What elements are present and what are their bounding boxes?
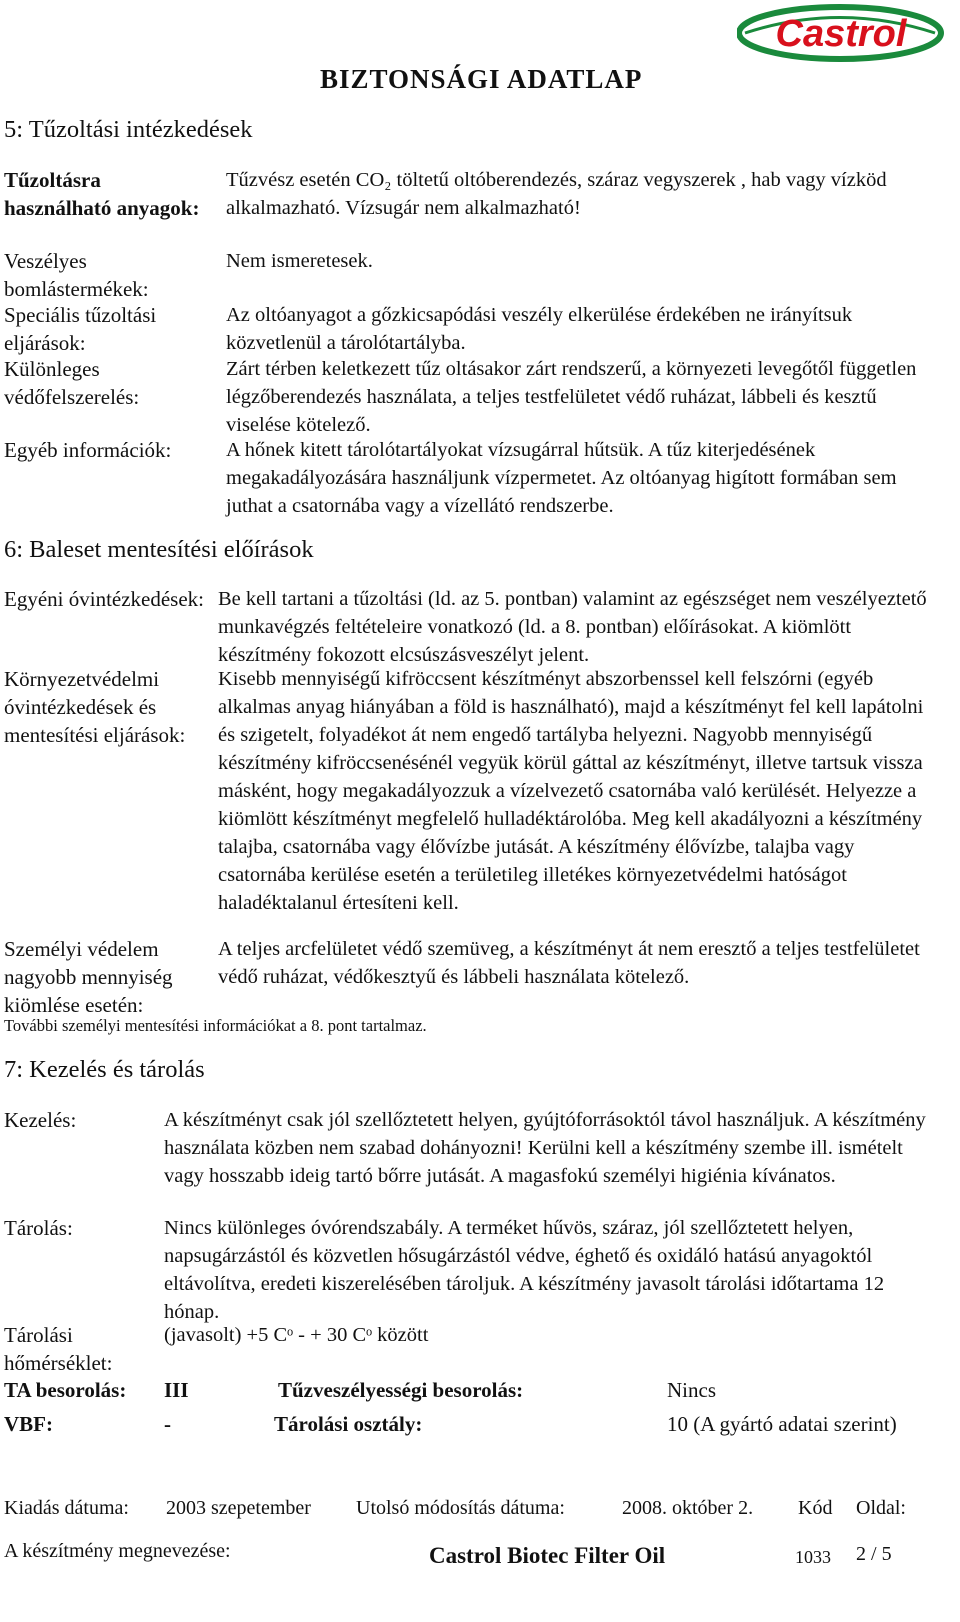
s5-text-hazardous: Nem ismeretesek.: [226, 250, 373, 272]
s6-label-environment: Környezetvédelmi óvintézkedések és mentesítési eljárások:: [4, 667, 186, 747]
document-title: BIZTONSÁGI ADATLAP: [320, 64, 643, 94]
product-name: Castrol Biotec Filter Oil: [429, 1543, 666, 1568]
ta-label: TA besorolás:: [4, 1378, 127, 1402]
issue-date-value: 2003 szepetember: [166, 1497, 311, 1519]
s7-text-temperature: (javasolt) +5 Cᵒ - + 30 Cᵒ között: [164, 1324, 429, 1346]
s7-text-storage: Nincs különleges óvórendszabály. A terméket hűvös, száraz, jól szellőztetett helyen, napsugárzástól és közvetlen hősugárzástól védve, éghető és oxidáló hatású anyagoktól eltávolítva, eredeti kiszerelésében tároljuk. A készítmény javasolt tárolási időtartama 12 hónap.: [164, 1217, 885, 1323]
section-5-heading: 5: Tűzoltási intézkedések: [4, 116, 253, 143]
s5-text-special: Az oltóanyagot a gőzkicsapódási veszély elkerülése érdekében ne irányítsuk közvetlenül a tárolótartályba.: [226, 304, 853, 354]
s5-label-special: Speciális tűzoltási eljárások:: [4, 303, 157, 355]
product-label: A készítmény megnevezése:: [4, 1540, 231, 1562]
ta-value: III: [164, 1378, 189, 1402]
s6-label-large-spill: Személyi védelem nagyobb mennyiség kiömlése esetén:: [4, 937, 173, 1017]
storage-class-value: 10 (A gyártó adatai szerint): [667, 1412, 897, 1436]
page-total: 5: [881, 1543, 892, 1565]
s5-text-other: A hőnek kitett tárolótartályokat vízsugárral hűtsük. A tűz kiterjedésének megakadályozására használjunk vízpermetet. Az oltóanyag higított formában sem juthat a csatornába vagy a vízellátó rendszerbe.: [226, 439, 897, 517]
s7-label-storage: Tárolás:: [4, 1216, 73, 1240]
s7-text-handling: A készítményt csak jól szellőztetett helyen, gyújtóforrásoktól távol használjuk. A készítmény használata közben nem szabad dohányozni! Kerülni kell a készítmény szembe ill. ismételt vagy hosszabb ideig tartó bőrre jutását. A magasfokú személyi higiénia kívánatos.: [164, 1109, 926, 1187]
code-value: 1033: [795, 1547, 831, 1567]
s5-label-equipment: Különleges védőfelszerelés:: [4, 357, 140, 409]
s5-text-extinguishing-body: Tűzvész esetén CO₂ töltetű oltóberendezés, száraz vegyszerek , hab vagy vízköd alkalmazható. Vízsugár nem alkalmazható!: [226, 169, 887, 219]
storage-class-label: Tárolási osztály:: [274, 1412, 423, 1436]
vbf-value: -: [164, 1412, 171, 1436]
s6-text-large-spill: A teljes arcfelületet védő szemüveg, a készítményt át nem eresztő a teljes testfelületet védő ruházat, védőkesztyű és lábbeli használata kötelező.: [218, 938, 920, 988]
section-6-heading: 6: Baleset mentesítési előírások: [4, 536, 314, 563]
s5-label-other: Egyéb információk:: [4, 438, 172, 462]
s5-label-hazardous: Veszélyes bomlástermékek:: [4, 249, 149, 301]
issue-date-label: Kiadás dátuma:: [4, 1497, 129, 1519]
s5-text-extinguishing: [226, 166, 926, 222]
s7-label-handling: Kezelés:: [4, 1108, 77, 1132]
section-7-heading: 7: Kezelés és tárolás: [4, 1056, 205, 1083]
s6-note: További személyi mentesítési információkat a 8. pont tartalmaz.: [4, 1016, 427, 1035]
vbf-label: VBF:: [4, 1412, 53, 1436]
fire-class-value: Nincs: [667, 1378, 716, 1402]
s6-text-personal: Be kell tartani a tűzoltási (ld. az 5. pontban) valamint az egészséget nem veszélyeztető munkavégzés feltételeire vonatkozó (ld. a 8. pontban) előírásokat. A kiömlött készítmény fokozott elcsúszásveszélyt jelent.: [218, 588, 927, 666]
s6-text-environment: Kisebb mennyiségű kifröccsent készítményt abszorbenssel kell felszórni (egyéb alkalmas anyag hiányában a föld is használható), majd a készítményt fel kell lapátolni és szigetelt, folyadékot át nem engedő tartályba helyezni. Nagyobb mennyiségű készítmény kifröccsenésénél vegyük körül gáttal az készítményt, illetve tartsuk vissza másként, hogy megakadályozzuk a vízelvezető csatornába való kerülését. Helyezze a kiömlött készítményt megfelelő hulladéktárolóba. Meg kell akadályozni a készítmény talajba, csatornába vagy élővízbe jutását. A készítmény élővízbe, talajba vagy csatornába kerülése esetén a területileg illetékes környezetvédelmi hatóságot haladéktalanul értesíteni kell.: [218, 668, 924, 914]
page-label: Oldal:: [856, 1497, 906, 1519]
page-current: 2: [856, 1543, 866, 1565]
s5-label-extinguishing: Tűzoltásra használható anyagok:: [4, 168, 200, 220]
s6-label-personal: Egyéni óvintézkedések:: [4, 587, 205, 611]
page-separator: /: [871, 1543, 877, 1565]
logo-wordmark: Castrol: [775, 13, 907, 55]
page-number: [856, 1543, 892, 1566]
s5-text-equipment: Zárt térben keletkezett tűz oltásakor zárt rendszerű, a környezeti levegőtől független légzőberendezés használata, a teljes testfelületet védő ruházat, lábbeli és kesztű viselése kötelező.: [226, 358, 917, 436]
s7-label-temperature: Tárolási hőmérséklet:: [4, 1323, 113, 1375]
code-label: Kód: [798, 1497, 833, 1519]
modified-date-label: Utolsó módosítás dátuma:: [356, 1497, 565, 1519]
fire-class-label: Tűzveszélyességi besorolás:: [278, 1378, 524, 1402]
modified-date-value: 2008. október 2.: [622, 1497, 754, 1519]
castrol-logo: [737, 4, 944, 62]
